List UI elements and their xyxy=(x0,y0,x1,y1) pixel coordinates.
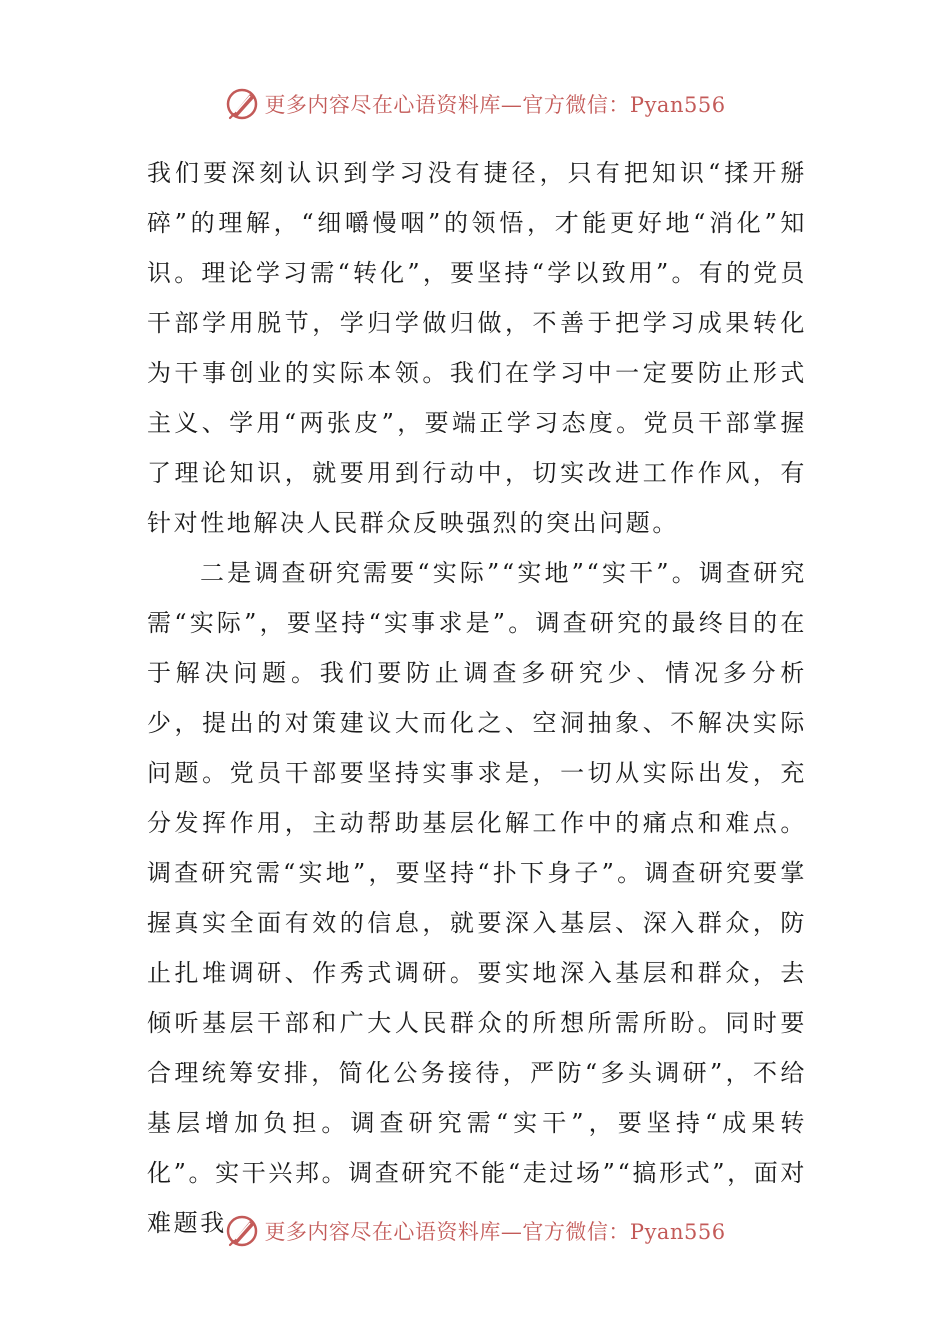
footer-watermark-banner xyxy=(0,1211,950,1251)
body-paragraph-2: 二是调查研究需要“实际”“实地”“实干”。调查研究需“实际”，要坚持“实事求是”。调查研究的最终目的在于解决问题。我们要防止调查多研究少、情况多分析少，提出的对策建议大而化之、空洞抽象、不解决实际问题。党员干部要坚持实事求是，一切从实际出发，充分发挥作用，主动帮助基层化解工作中的痛点和难点。调查研究需“实地”，要坚持“扑下身子”。调查研究要掌握真实全面有效的信息，就要深入基层、深入群众，防止扎堆调研、作秀式调研。要实地深入基层和群众，去倾听基层干部和广大人民群众的所想所需所盼。同时要合理统筹安排，简化公务接待，严防“多头调研”，不给基层增加负担。调查研究需“实干”，要坚持“成果转化”。实干兴邦。调查研究不能“走过场”“搞形式”，面对难题我 xyxy=(147,559,807,1237)
quill-pen-logo-icon xyxy=(224,86,260,122)
header-watermark-banner xyxy=(0,84,950,124)
document-body xyxy=(147,148,807,1248)
quill-pen-logo-icon xyxy=(224,1213,260,1249)
body-paragraph-1: 我们要深刻认识到学习没有捷径，只有把知识“揉开掰碎”的理解，“细嚼慢咽”的领悟，才能更好地“消化”知识。理论学习需“转化”，要坚持“学以致用”。有的党员干部学用脱节，学归学做归做，不善于把学习成果转化为干事创业的实际本领。我们在学习中一定要防止形式主义、学用“两张皮”，要端正学习态度。党员干部掌握了理论知识，就要用到行动中，切实改进工作作风，有针对性地解决人民群众反映强烈的突出问题。 xyxy=(147,159,807,537)
header-watermark-text: 更多内容尽在心语资料库—官方微信：Pyan556 xyxy=(264,93,726,117)
footer-watermark-text: 更多内容尽在心语资料库—官方微信：Pyan556 xyxy=(264,1220,726,1244)
